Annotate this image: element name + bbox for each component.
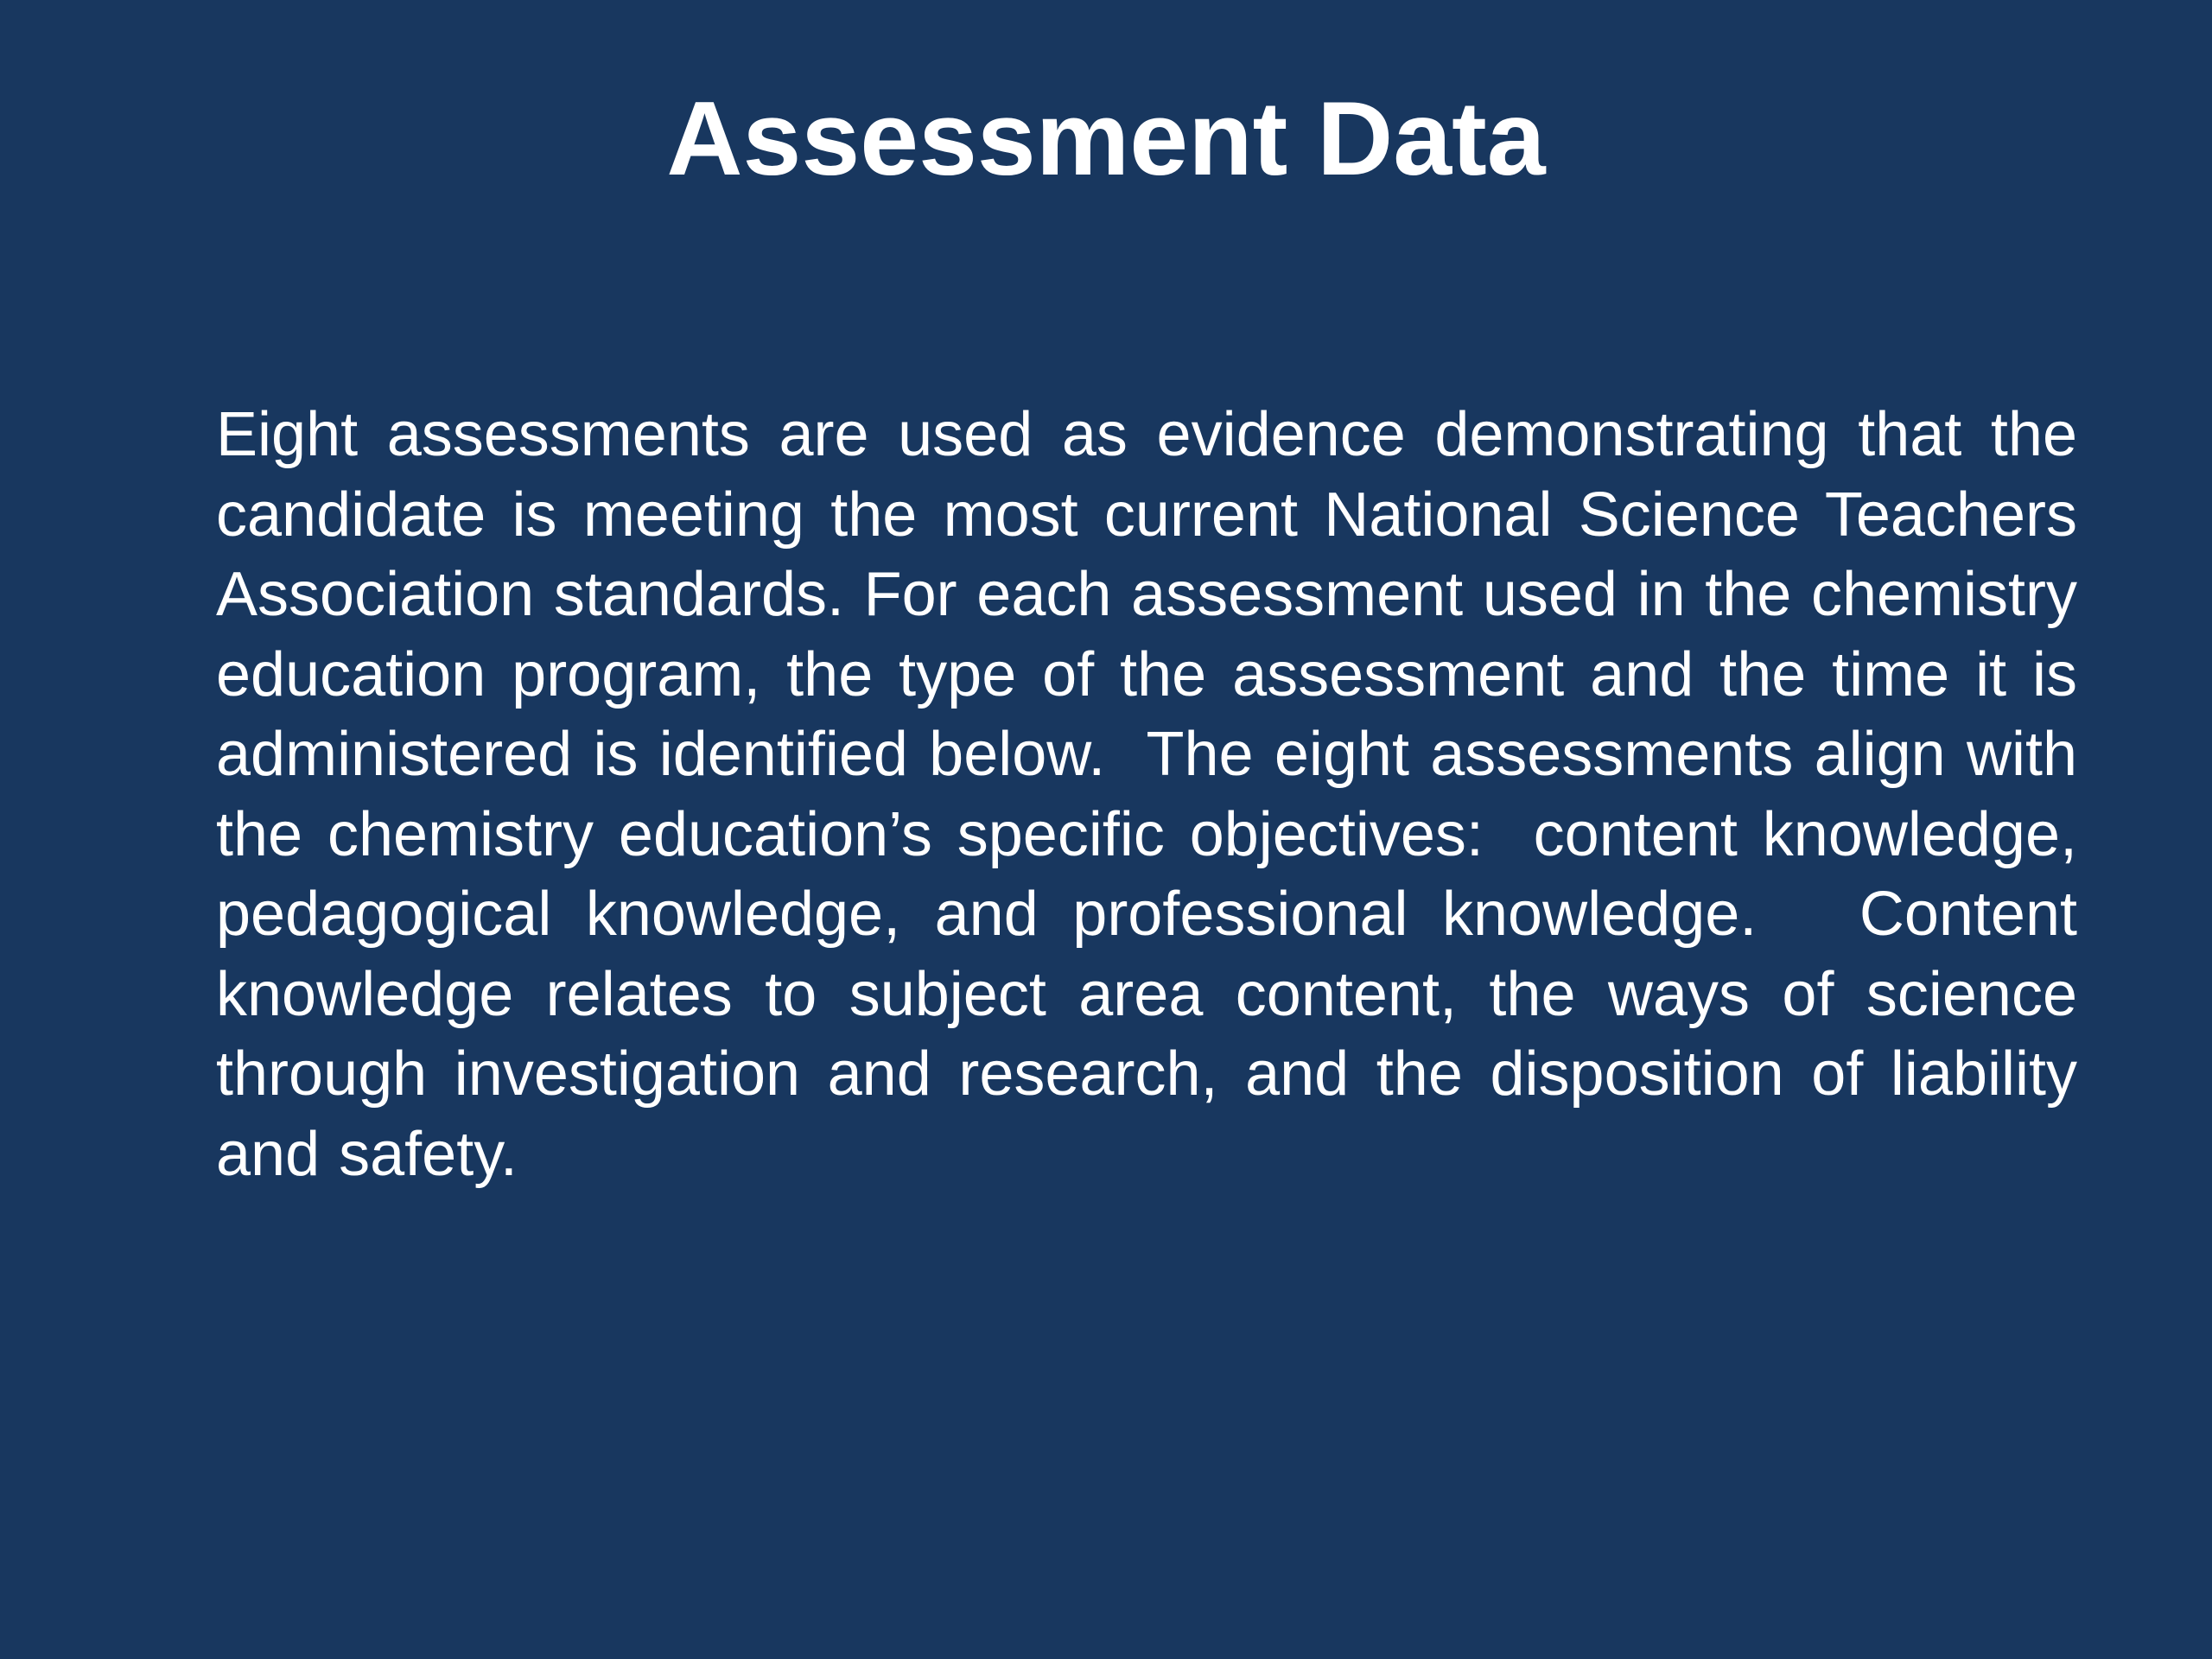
slide-title: Assessment Data [666,79,1546,197]
slide-body-text: Eight assessments are used as evidence demonstrating that the candidate is meeting the most current National Science Teachers Association standards. For each assessment used in the chemistry education program, the type of the assessment and the time it is administered is identified below. The eight assessments align with the chemistry education’s specific objectives: content knowledge, pedagogical knowledge, and professional knowledge. Content knowledge relates to subject area content, the ways of science through investigation and research, and the disposition of liability and safety. [216,400,2097,1189]
